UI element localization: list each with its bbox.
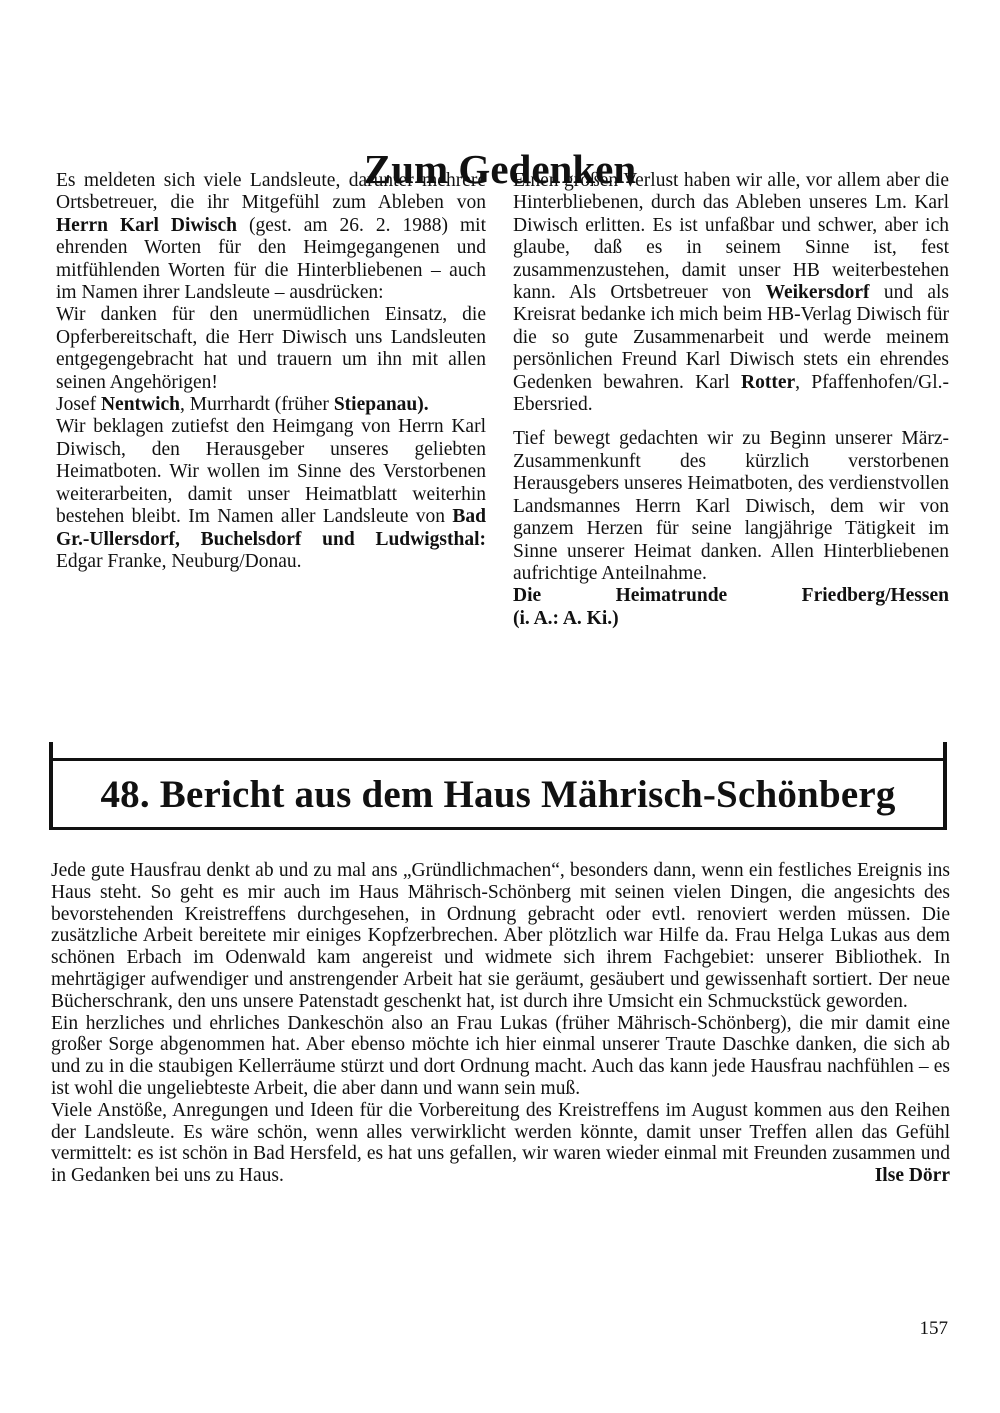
tribute-signature-1: Josef Nentwich, Murrhardt (früher Stiepanau). [56,394,429,416]
tribute-paragraph-3: Wir beklagen zutiefst den Heimgang von Herrn Karl Diwisch, den Herausgeber unseres geliebten Heimatboten. Wir wollen im Sinne des Verstorbenen weiterarbeiten, damit unser Heimatblatt weiterhin bestehen bleibt. Im Namen aller Landsleute von Bad Gr.-Ullersdorf, Buchelsdorf und Ludwigsthal: Edgar Franke, Neuburg/Donau. [56,416,486,572]
report-banner [49,758,947,830]
place-names: Bad Gr.-Ullersdorf, Buchelsdorf und Ludwigsthal: [56,506,486,550]
place-name: Stiepanau). [333,394,429,416]
page-number: 157 [919,1318,948,1339]
article-paragraph-3: Viele Anstöße, Anregungen und Ideen für die Vorbereitung des Kreistreffens im August kommen aus den Reihen der Landsleute. Es wäre schön, wenn alles verwirklicht werden könnte, damit unser Treffen allen das Gefühl vermittelt: es ist schön in Bad Hersfeld, es hat uns gefallen, wir waren wieder einmal mit Freunden zusammen und in Gedanken bei uns zu Haus. Ilse Dörr [51,1099,950,1187]
report-title: 48. Bericht aus dem Haus Mährisch-Schönberg [100,773,896,816]
tribute-paragraph-5: Tief bewegt gedachten wir zu Beginn unserer März-Zusammenkunft des kürzlich verstorbenen Herausgebers unseres Heimatboten, des verdienstvollen Landsmannes Herrn Karl Diwisch, dem wir von ganzem Herzen für seine langjährige Tätigkeit im Sinne unserer Heimat danken. Allen Hinterbliebenen aufrichtige Anteilnahme. [513,428,949,584]
tribute-paragraph-4: Einen großen Verlust haben wir alle, vor allem aber die Hinterbliebenen, durch das Ableben unseres Lm. Karl Diwisch erlitten. Es ist unfaßbar und schwer, aber ich glaube, daß es in seinem Sinne ist, fest zusammenzustehen, damit unser HB weiterbestehen kann. Als Ortsbetreuer von Weikersdorf und als Kreisrat bedanke ich mich beim HB-Verlag Diwisch für die so gute Zusammenarbeit und werde meinem persönlichen Freund Karl Diwisch stets ein ehrendes Gedenken bewahren. Karl Rotter, Pfaffenhofen/Gl.-Ebersried. [513,170,949,416]
signer-name: Nentwich [100,394,181,416]
article-paragraph-1: Jede gute Hausfrau denkt ab und zu mal ans „Gründlichmachen“, besonders dann, wenn ein festliches Ereignis ins Haus steht. So geht es mir auch im Haus Mährisch-Schönberg mit seinen vielen Dingen, die angesichts des bevorstehenden Kreistreffens durchgesehen, in Ordnung gebracht oder evtl. renoviert werden müssen. Die zusätzliche Arbeit bereitete mir einiges Kopfzerbrechen. Aber plötzlich war Hilfe da. Frau Helga Lukas aus dem schönen Erbach im Odenwald kam angereist und widmete sich ihrem Fachgebiet: unserer Bibliothek. In mehrtägiger aufwendiger und anstrengender Arbeit hat sie geräumt, gesäubert und gewissenhaft sortiert. Der neue Bücherschrank, den uns unsere Patenstadt geschenkt hat, ist durch ihre Umsicht ein Schmuckstück geworden. [51,860,950,1012]
report-article [51,860,950,1187]
tribute-paragraph-2: Wir danken für den unermüdlichen Einsatz, die Opferbereitschaft, die Herr Diwisch uns Landsleuten entgegengebracht hat und trauern um ihn mit allen seinen Angehörigen! [56,304,486,393]
tribute-paragraph-1: Es meldeten sich viele Landsleute, darunter mehrere Ortsbetreuer, die ihr Mitgefühl zum Ableben von Herrn Karl Diwisch (gest. am 26. 2. 1988) mit ehrenden Worten für den Heimgegangenen und mitfühlenden Worten für die Hinterbliebenen – auch im Namen ihrer Landsleute – ausdrücken: [56,170,486,304]
section-title: Zum Gedenken [363,146,637,193]
left-column [56,170,486,573]
tribute-signature-2: Die Heimatrunde Friedberg/Hessen (i. A.: A. Ki.) [513,585,949,629]
place-name: Weikersdorf [765,282,870,304]
person-name: Herrn Karl Diwisch [56,214,238,236]
article-paragraph-2: Ein herzliches und ehrliches Dankeschön also an Frau Lukas (früher Mährisch-Schönberg), die mir damit eine großer Sorge abgenommen hat. Aber ebenso möchte ich hier einmal unserer Traute Daschke danken, die sich ab und zu in die staubigen Kellerräume stürzt und dort Ordnung macht. Auch das kann jede Hausfrau nachfühlen – es ist wohl die ungeliebteste Arbeit, die aber dann und wann sein muß. [51,1012,950,1099]
right-column [513,170,949,630]
signer-name: Rotter [741,371,796,393]
author-signature: Ilse Dörr [874,1165,950,1187]
